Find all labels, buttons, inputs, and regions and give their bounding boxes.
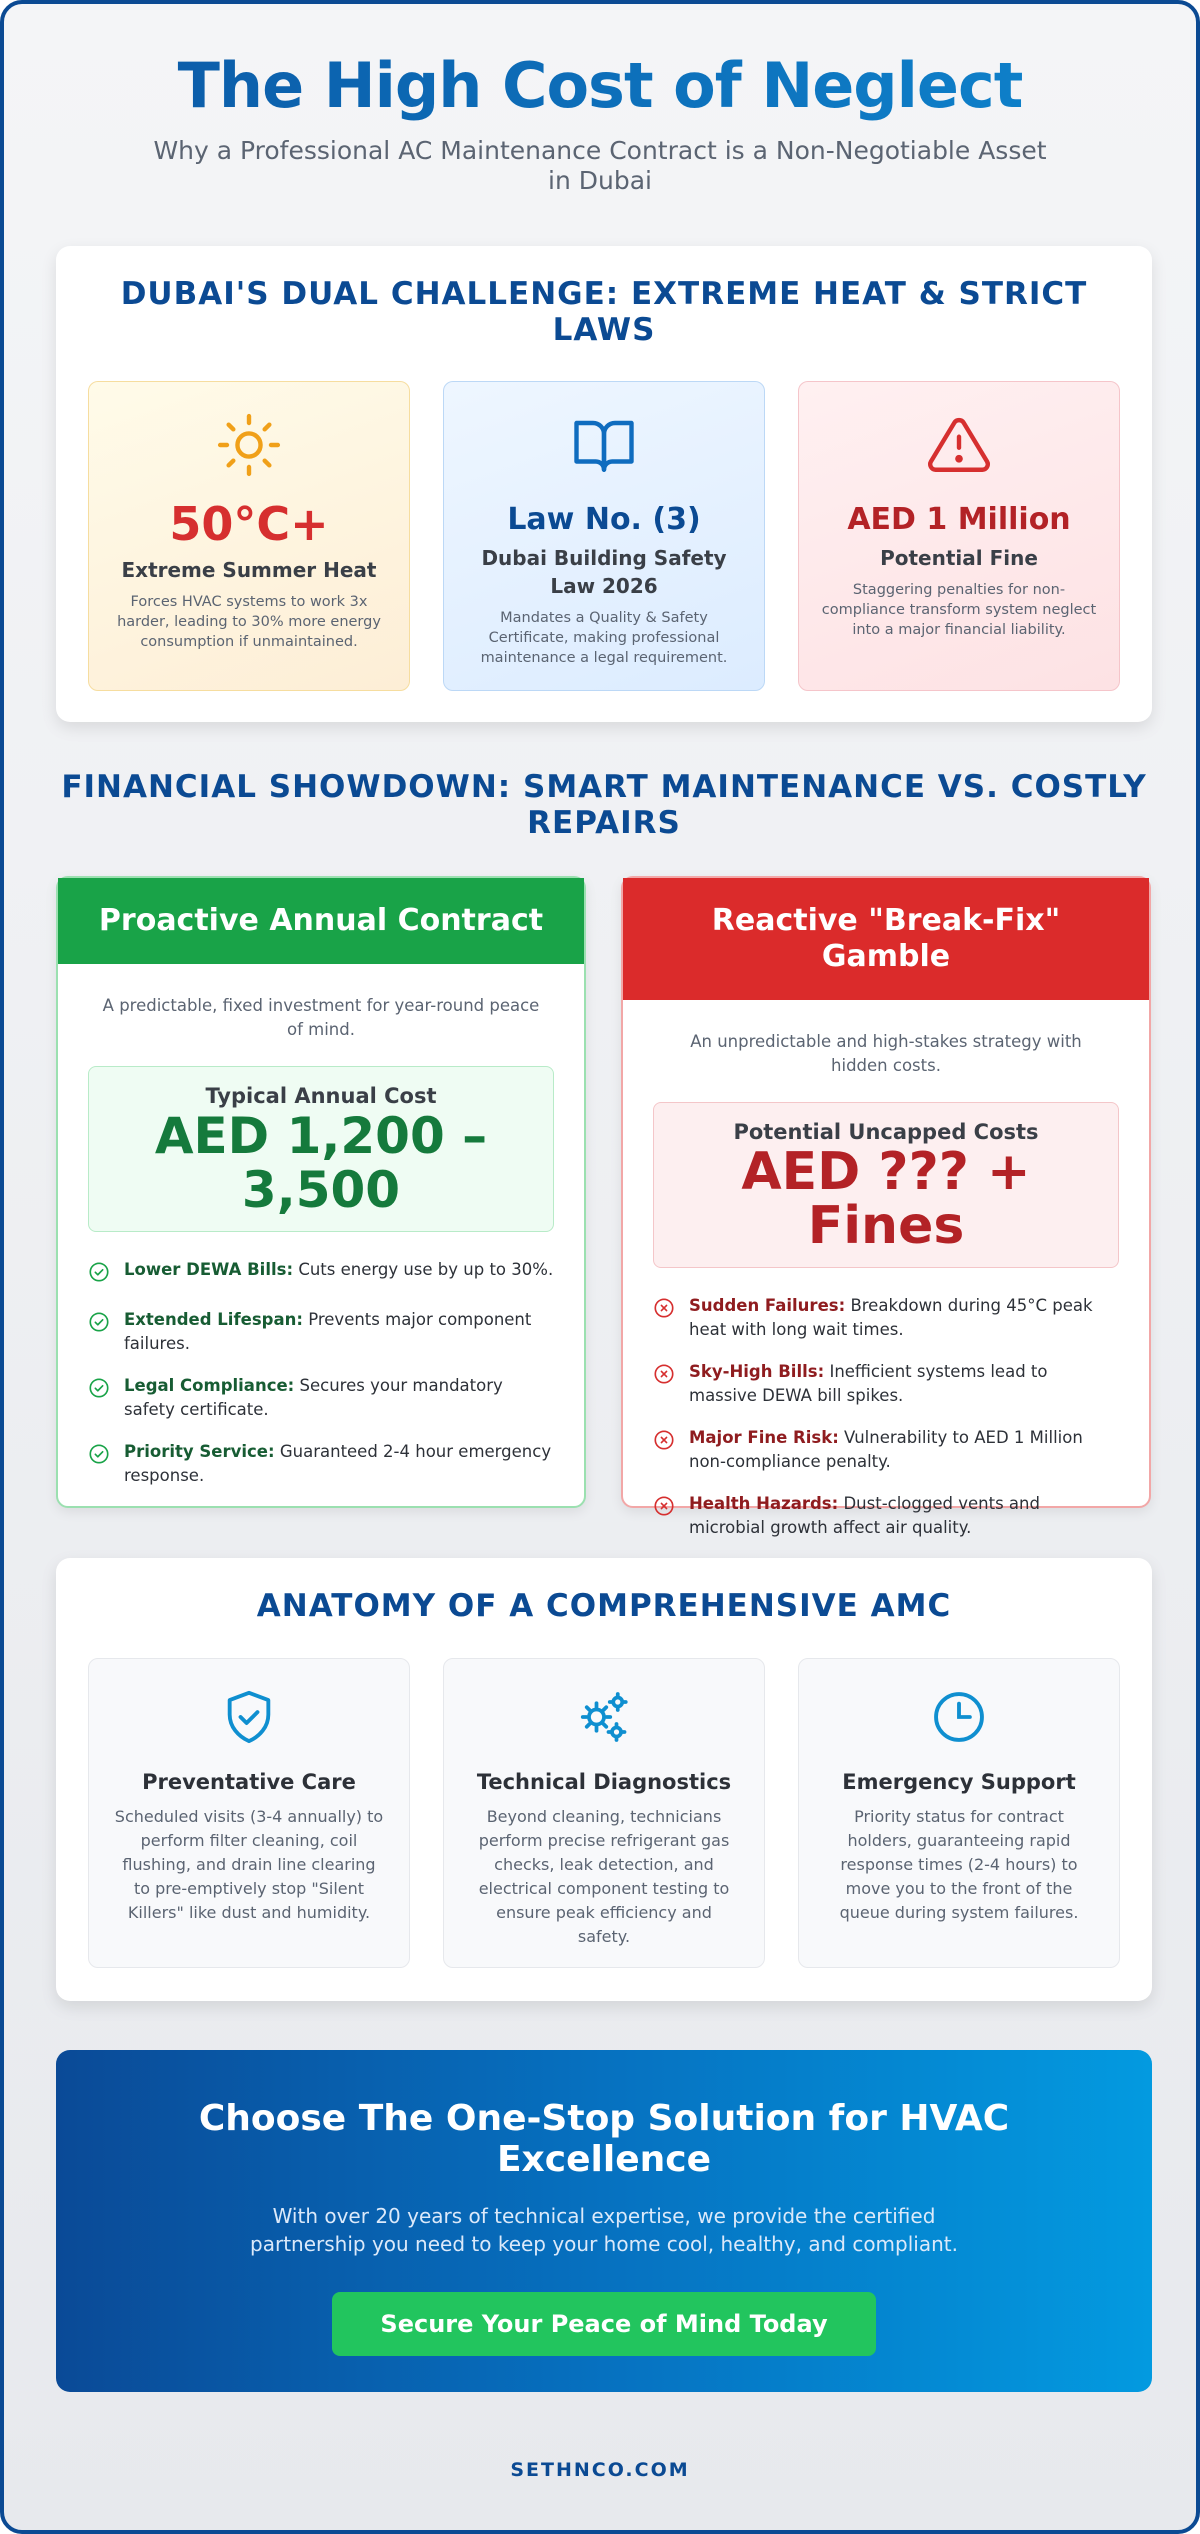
- proactive-cost-label: Typical Annual Cost: [205, 1084, 437, 1108]
- law-card: [443, 381, 765, 691]
- item-heading: Priority Service:: [124, 1442, 275, 1461]
- list-item: [653, 1492, 1119, 1540]
- item-heading: Health Hazards:: [689, 1494, 839, 1513]
- check-circle-icon: [88, 1261, 110, 1290]
- reactive-cost-label: Potential Uncapped Costs: [733, 1120, 1039, 1144]
- challenge-grid: [88, 381, 1120, 691]
- proactive-heading: Proactive Annual Contract: [58, 878, 584, 964]
- check-circle-icon: [88, 1311, 110, 1340]
- anatomy-title: ANATOMY OF A COMPREHENSIVE AMC: [256, 1588, 952, 1624]
- item-heading: Extended Lifespan:: [124, 1310, 303, 1329]
- heat-card: [88, 381, 410, 691]
- item-heading: Sky-High Bills:: [689, 1362, 825, 1381]
- preventative-care-card: [88, 1658, 410, 1968]
- reactive-card: [621, 876, 1151, 1537]
- item-text: Guaranteed 2-4 hour emergency response.: [124, 1442, 552, 1485]
- secure-peace-of-mind-button[interactable]: Secure Your Peace of Mind Today: [332, 2292, 876, 2356]
- check-circle-icon: [88, 1377, 110, 1406]
- page-header: [4, 4, 1196, 196]
- x-circle-icon: [653, 1495, 675, 1524]
- anatomy-grid: [88, 1658, 1120, 1968]
- shield-check-icon: [113, 1687, 385, 1747]
- challenge-title: DUBAI'S DUAL CHALLENGE: EXTREME HEAT & STRICT LAWS: [120, 276, 1088, 348]
- reactive-cost-box: [653, 1102, 1119, 1268]
- proactive-benefits-list: [58, 1232, 584, 1488]
- list-item: [88, 1374, 554, 1422]
- item-text: Secures your mandatory safety certificate.: [124, 1376, 503, 1419]
- x-circle-icon: [653, 1363, 675, 1392]
- anatomy-section: [56, 1558, 1152, 2001]
- heat-value: 50°C+: [169, 497, 329, 551]
- proactive-cost-box: [88, 1066, 554, 1232]
- technical-diagnostics-card: [443, 1658, 765, 1968]
- book-icon: [466, 410, 742, 480]
- card-title: Technical Diagnostics: [476, 1770, 732, 1794]
- showdown-title: FINANCIAL SHOWDOWN: SMART MAINTENANCE VS. COSTLY REPAIRS: [61, 769, 1147, 841]
- proactive-intro: A predictable, fixed investment for year-round peace of mind.: [102, 996, 540, 1039]
- emergency-support-card: [798, 1658, 1120, 1968]
- cta-title: Choose The One-Stop Solution for HVAC Excellence: [198, 2098, 1010, 2180]
- card-description: Beyond cleaning, technicians perform precise refrigerant gas checks, leak detection, and electrical component testing to ensure peak efficiency and safety.: [478, 1807, 730, 1946]
- reactive-risks-list: [623, 1268, 1149, 1540]
- law-description: Mandates a Quality & Safety Certificate, making professional maintenance a legal requirement.: [480, 610, 728, 666]
- reactive-heading: Reactive "Break-Fix" Gamble: [623, 878, 1149, 1000]
- card-title: Emergency Support: [842, 1770, 1076, 1794]
- proactive-cost-value: AED 1,200 – 3,500: [154, 1107, 488, 1219]
- fine-description: Staggering penalties for non-compliance transform system neglect into a major financial liability.: [821, 582, 1097, 638]
- heat-label: Extreme Summer Heat: [121, 558, 377, 582]
- fine-card: [798, 381, 1120, 691]
- footer-site-link[interactable]: SETHNCO.COM: [510, 2459, 690, 2481]
- heat-description: Forces HVAC systems to work 3x harder, leading to 30% more energy consumption if unmaintained.: [117, 594, 381, 650]
- sun-icon: [111, 410, 387, 480]
- list-item: [653, 1426, 1119, 1474]
- item-heading: Legal Compliance:: [124, 1376, 295, 1395]
- item-heading: Sudden Failures:: [689, 1296, 846, 1315]
- reactive-intro: An unpredictable and high-stakes strategy with hidden costs.: [690, 1032, 1082, 1075]
- fine-label: Potential Fine: [880, 546, 1038, 570]
- challenge-section: [56, 246, 1152, 722]
- item-text: Prevents major component failures.: [124, 1310, 532, 1353]
- list-item: [88, 1258, 554, 1290]
- fine-value: AED 1 Million: [847, 502, 1071, 537]
- item-heading: Major Fine Risk:: [689, 1428, 839, 1447]
- gears-icon: [468, 1687, 740, 1747]
- list-item: [88, 1308, 554, 1356]
- item-text: Cuts energy use by up to 30%.: [298, 1260, 554, 1279]
- warning-icon: [821, 410, 1097, 480]
- reactive-cost-value: AED ??? + Fines: [741, 1142, 1031, 1256]
- x-circle-icon: [653, 1429, 675, 1458]
- card-title: Preventative Care: [142, 1770, 356, 1794]
- item-heading: Lower DEWA Bills:: [124, 1260, 294, 1279]
- card-description: Priority status for contract holders, guaranteeing rapid response times (2-4 hours) to move you to the front of the queue during system failures.: [839, 1807, 1079, 1922]
- proactive-card: [56, 876, 586, 1508]
- item-text: Vulnerability to AED 1 Million non-compliance penalty.: [689, 1428, 1083, 1471]
- law-label: Dubai Building Safety Law 2026: [481, 546, 727, 598]
- x-circle-icon: [653, 1297, 675, 1326]
- page-title: The High Cost of Neglect: [4, 50, 1196, 122]
- item-text: Breakdown during 45°C peak heat with long wait times.: [689, 1296, 1093, 1339]
- list-item: [653, 1294, 1119, 1342]
- list-item: [653, 1360, 1119, 1408]
- page-subtitle: Why a Professional AC Maintenance Contract is a Non-Negotiable Asset in Dubai: [153, 136, 1047, 195]
- list-item: [88, 1440, 554, 1488]
- item-text: Inefficient systems lead to massive DEWA bill spikes.: [689, 1362, 1048, 1405]
- card-description: Scheduled visits (3-4 annually) to perform filter cleaning, coil flushing, and drain line clearing to pre-emptively stop "Silent Killers" like dust and humidity.: [114, 1807, 384, 1922]
- check-circle-icon: [88, 1443, 110, 1472]
- clock-icon: [823, 1687, 1095, 1747]
- item-text: Dust-clogged vents and microbial growth affect air quality.: [689, 1494, 1040, 1537]
- cta-text: With over 20 years of technical expertise, we provide the certified partnership you need to keep your home cool, healthy, and compliant.: [250, 2204, 958, 2256]
- law-value: Law No. (3): [507, 502, 701, 537]
- cta-banner: [56, 2050, 1152, 2392]
